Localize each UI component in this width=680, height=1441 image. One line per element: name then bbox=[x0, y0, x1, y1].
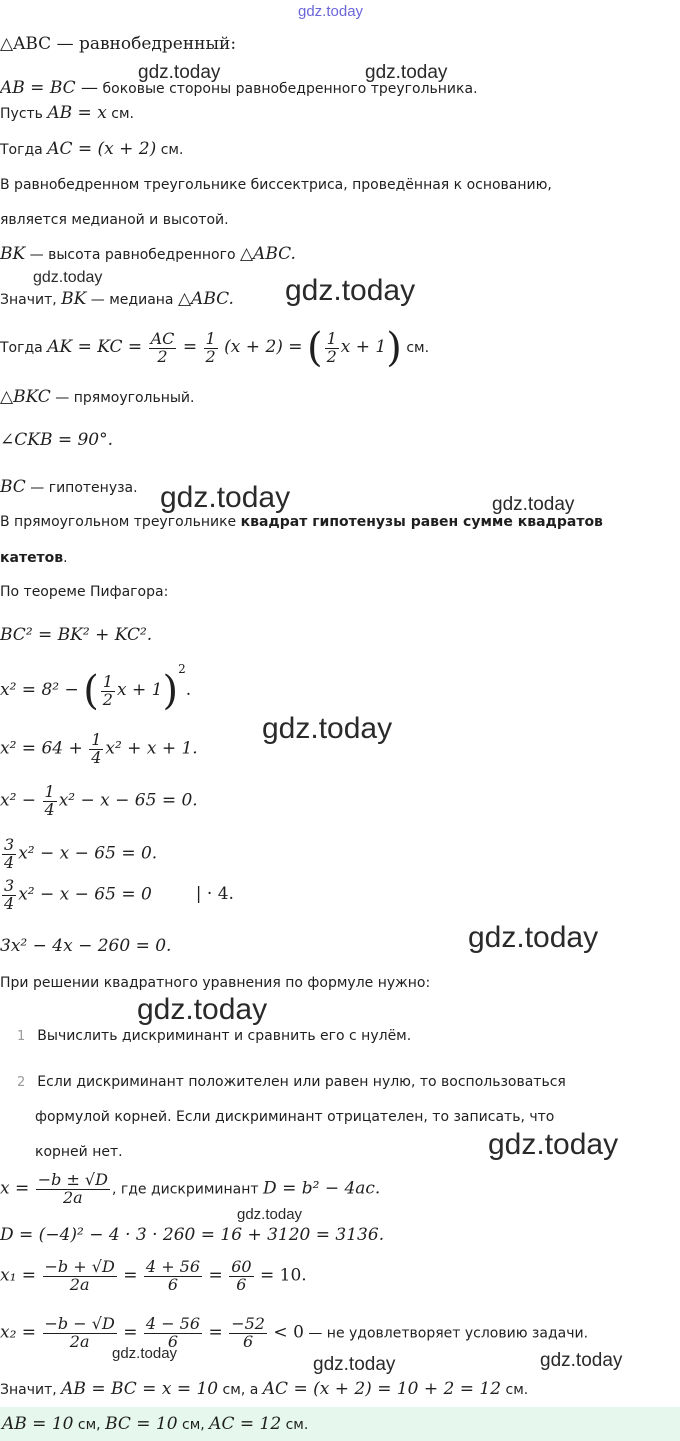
watermark: gdz.today bbox=[492, 494, 575, 515]
line-discriminant: D = (−4)² − 4 · 3 · 260 = 16 + 3120 = 3136. bbox=[0, 1225, 385, 1245]
fraction: $\frac{1}{2}$ bbox=[205, 328, 216, 366]
line-bkc-right: △BKC — прямоугольный. bbox=[0, 387, 195, 407]
watermark: gdz.today bbox=[468, 921, 599, 954]
watermark: gdz.today bbox=[262, 712, 393, 745]
fraction: $\frac{1}{2}$ bbox=[326, 328, 337, 366]
answer-text: AB = 10 см, BC = 10 см, AC = 12 см. bbox=[2, 1414, 309, 1434]
fraction: $\frac{-b + √D}{2a}$ bbox=[44, 1257, 115, 1294]
watermark: gdz.today bbox=[138, 62, 221, 83]
fraction: $\frac{-b \pm √D}{2a}$ bbox=[37, 1170, 108, 1207]
list-item-cont: формулой корней. Если дискриминант отрицателен, то записать, что bbox=[35, 1109, 555, 1125]
line-pythagoras-rule-cont: катетов. bbox=[0, 550, 68, 566]
line-x2: x₂ = $\frac{-b - √D}{2a}$ = $\frac{4 - 56}{6}$ = $\frac{-52}{6}$ < 0 — не удовлетворяет условию задачи. bbox=[0, 1314, 589, 1351]
fraction: $\frac{3}{4}$ bbox=[4, 876, 15, 913]
line-then-ac: Тогда AC = (x + 2) см. bbox=[0, 139, 184, 159]
line-root-formula: x = $\frac{-b \pm √D}{2a}$ , где дискриминант D = b² − 4ac. bbox=[0, 1170, 381, 1207]
line-median-height: является медианой и высотой. bbox=[0, 212, 229, 228]
line-pythagoras-rule: В прямоугольном треугольнике квадрат гипотенузы равен сумме квадратов bbox=[0, 514, 603, 530]
watermark: gdz.today bbox=[160, 481, 291, 514]
watermark: gdz.today bbox=[33, 269, 103, 286]
answer-box bbox=[0, 1407, 680, 1441]
watermark: gdz.today bbox=[365, 62, 448, 83]
line-three-quarters: $\frac{3}{4}$ x² − x − 65 = 0. bbox=[4, 835, 158, 872]
line-x-squared-64: x² = 64 + $\frac{1}{4}$ x² + x + 1. bbox=[0, 730, 198, 767]
fraction: $\frac{1}{4}$ bbox=[44, 782, 55, 819]
fraction: $\frac{3}{4}$ bbox=[4, 835, 15, 872]
list-item: 2 Если дискриминант положителен или равен нулю, то воспользоваться bbox=[17, 1074, 566, 1090]
watermark: gdz.today bbox=[285, 274, 416, 307]
line-solving-intro: При решении квадратного уравнения по формуле нужно: bbox=[0, 975, 431, 991]
line-by-theorem: По теореме Пифагора: bbox=[0, 584, 169, 600]
line-bk-median: Значит, BK — медиана △ABC. bbox=[0, 289, 234, 309]
line-quadratic: 3x² − 4x − 260 = 0. bbox=[0, 936, 172, 956]
fraction: $\frac{-b - √D}{2a}$ bbox=[44, 1314, 115, 1351]
line-bc-squared: BC² = BK² + KC². bbox=[0, 625, 153, 645]
watermark: gdz.today bbox=[112, 1345, 178, 1362]
watermark: gdz.today bbox=[313, 1354, 396, 1375]
fraction: $\frac{1}{4}$ bbox=[91, 730, 102, 767]
line-multiply-four: $\frac{3}{4}$ x² − x − 65 = 0 | · 4. bbox=[4, 876, 234, 913]
line-bc-hypotenuse: BC — гипотенуза. bbox=[0, 477, 138, 497]
fraction: $\frac{60}{6}$ bbox=[231, 1257, 252, 1294]
line-x-squared-eq: x² = 8² − ( $\frac{1}{2}$ x + 1)$^2$. bbox=[0, 662, 192, 714]
fraction: $\frac{-52}{6}$ bbox=[231, 1314, 265, 1351]
fraction: $\frac{1}{2}$ bbox=[102, 671, 113, 709]
watermark-top: gdz.today bbox=[298, 3, 364, 20]
watermark: gdz.today bbox=[237, 1206, 303, 1223]
line-x1: x₁ = $\frac{-b + √D}{2a}$ = $\frac{4 + 56}{6}$ = $\frac{60}{6}$ = 10. bbox=[0, 1257, 307, 1294]
watermark: gdz.today bbox=[488, 1128, 619, 1161]
fraction: $\frac{4 - 56}{6}$ bbox=[145, 1314, 201, 1351]
line-bisector-text: В равнобедренном треугольнике биссектриса, проведённая к основанию, bbox=[0, 177, 552, 193]
fraction: $\frac{4 + 56}{6}$ bbox=[145, 1257, 201, 1294]
fraction: $\frac{AC}{2}$ bbox=[150, 328, 175, 366]
line-x-squared-minus: x² − $\frac{1}{4}$ x² − x − 65 = 0. bbox=[0, 782, 198, 819]
line-bk-height: BK — высота равнобедренного △ABC. bbox=[0, 244, 296, 264]
line-ak-kc-formula: Тогда AK = KC = $\frac{AC}{2}$ = $\frac{1}{2}$ (x + 2) = ( $\frac{1}{2}$ x + 1) см. bbox=[0, 325, 430, 371]
line-conclusion: Значит, AB = BC = x = 10 см, а AC = (x + 2) = 10 + 2 = 12 см. bbox=[0, 1379, 529, 1399]
line-equal-sides: AB = BC — боковые стороны равнобедренного треугольника. bbox=[0, 78, 478, 98]
list-item-cont: корней нет. bbox=[35, 1144, 123, 1160]
line-angle-ckb: ∠CKB = 90°. bbox=[0, 430, 114, 450]
line-let-ab: Пусть AB = x см. bbox=[0, 103, 134, 123]
list-item: 1 Вычислить дискриминант и сравнить его с нулём. bbox=[17, 1028, 412, 1044]
watermark: gdz.today bbox=[540, 1350, 623, 1371]
line-triangle-isosceles: △ABC — равнобедренный: bbox=[0, 34, 237, 54]
watermark: gdz.today bbox=[137, 993, 268, 1026]
